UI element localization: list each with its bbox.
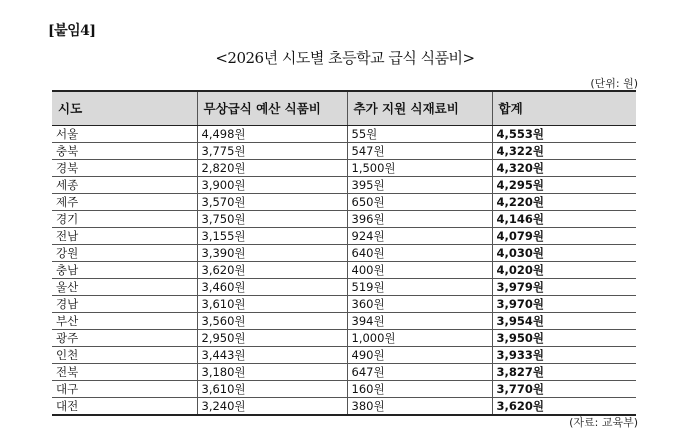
cell-budget: 4,498원 — [197, 126, 347, 143]
column-header-extra: 추가 지원 식재료비 — [347, 91, 492, 126]
table-row — [52, 194, 636, 211]
cell-extra: 1,000원 — [347, 330, 492, 347]
cell-budget: 3,620원 — [197, 262, 347, 279]
cell-region: 대구 — [52, 381, 197, 398]
table-row — [52, 313, 636, 330]
cell-region: 광주 — [52, 330, 197, 347]
cell-total: 4,079원 — [492, 228, 636, 245]
cell-total: 4,020원 — [492, 262, 636, 279]
cell-region: 부산 — [52, 313, 197, 330]
cell-total: 3,620원 — [492, 398, 636, 416]
cell-region: 강원 — [52, 245, 197, 262]
cell-extra: 1,500원 — [347, 160, 492, 177]
table-row — [52, 245, 636, 262]
cell-region: 세종 — [52, 177, 197, 194]
cell-region: 충북 — [52, 143, 197, 160]
cell-total: 4,553원 — [492, 126, 636, 143]
cell-region: 대전 — [52, 398, 197, 416]
attachment-label: [붙임4] — [48, 23, 96, 39]
cell-region: 제주 — [52, 194, 197, 211]
cell-total: 3,770원 — [492, 381, 636, 398]
cell-total: 4,030원 — [492, 245, 636, 262]
column-header-budget: 무상급식 예산 식품비 — [197, 91, 347, 126]
cell-budget: 3,560원 — [197, 313, 347, 330]
cell-extra: 650원 — [347, 194, 492, 211]
cell-budget: 3,443원 — [197, 347, 347, 364]
table-row — [52, 126, 636, 143]
column-header-total: 합계 — [492, 91, 636, 126]
table-row — [52, 347, 636, 364]
cell-total: 3,950원 — [492, 330, 636, 347]
cell-total: 4,295원 — [492, 177, 636, 194]
table-header-row — [52, 91, 636, 126]
table-row — [52, 177, 636, 194]
cell-total: 3,933원 — [492, 347, 636, 364]
cell-region: 충남 — [52, 262, 197, 279]
table-row — [52, 211, 636, 228]
cell-extra: 396원 — [347, 211, 492, 228]
table-row — [52, 228, 636, 245]
cell-total: 3,979원 — [492, 279, 636, 296]
cell-budget: 3,610원 — [197, 296, 347, 313]
cell-budget: 3,155원 — [197, 228, 347, 245]
cell-total: 4,146원 — [492, 211, 636, 228]
cell-budget: 3,570원 — [197, 194, 347, 211]
table-row — [52, 279, 636, 296]
cell-budget: 3,390원 — [197, 245, 347, 262]
cell-budget: 3,610원 — [197, 381, 347, 398]
cell-total: 3,954원 — [492, 313, 636, 330]
cell-region: 전북 — [52, 364, 197, 381]
cell-total: 3,827원 — [492, 364, 636, 381]
table-row — [52, 160, 636, 177]
cell-region: 인천 — [52, 347, 197, 364]
table-row — [52, 381, 636, 398]
food-cost-table — [52, 90, 636, 416]
cell-budget: 3,775원 — [197, 143, 347, 160]
cell-region: 울산 — [52, 279, 197, 296]
table-row — [52, 398, 636, 416]
cell-budget: 3,750원 — [197, 211, 347, 228]
cell-budget: 2,820원 — [197, 160, 347, 177]
cell-region: 전남 — [52, 228, 197, 245]
table-row — [52, 330, 636, 347]
cell-total: 4,322원 — [492, 143, 636, 160]
cell-budget: 3,460원 — [197, 279, 347, 296]
cell-extra: 394원 — [347, 313, 492, 330]
cell-extra: 924원 — [347, 228, 492, 245]
cell-budget: 3,240원 — [197, 398, 347, 416]
cell-extra: 640원 — [347, 245, 492, 262]
cell-total: 4,320원 — [492, 160, 636, 177]
cell-budget: 2,950원 — [197, 330, 347, 347]
table-row — [52, 296, 636, 313]
cell-total: 3,970원 — [492, 296, 636, 313]
cell-extra: 360원 — [347, 296, 492, 313]
source-note: (자료: 교육부) — [569, 416, 638, 429]
column-header-region: 시도 — [52, 91, 197, 126]
cell-region: 서울 — [52, 126, 197, 143]
cell-budget: 3,180원 — [197, 364, 347, 381]
cell-region: 경북 — [52, 160, 197, 177]
cell-extra: 490원 — [347, 347, 492, 364]
cell-extra: 647원 — [347, 364, 492, 381]
cell-total: 4,220원 — [492, 194, 636, 211]
cell-region: 경기 — [52, 211, 197, 228]
cell-region: 경남 — [52, 296, 197, 313]
cell-extra: 547원 — [347, 143, 492, 160]
cell-budget: 3,900원 — [197, 177, 347, 194]
cell-extra: 395원 — [347, 177, 492, 194]
table-row — [52, 364, 636, 381]
table-row — [52, 262, 636, 279]
cell-extra: 380원 — [347, 398, 492, 416]
cell-extra: 55원 — [347, 126, 492, 143]
cell-extra: 519원 — [347, 279, 492, 296]
cell-extra: 160원 — [347, 381, 492, 398]
unit-note: (단위: 원) — [590, 77, 638, 90]
table-row — [52, 143, 636, 160]
cell-extra: 400원 — [347, 262, 492, 279]
document-title: <2026년 시도별 초등학교 급식 식품비> — [215, 49, 475, 67]
